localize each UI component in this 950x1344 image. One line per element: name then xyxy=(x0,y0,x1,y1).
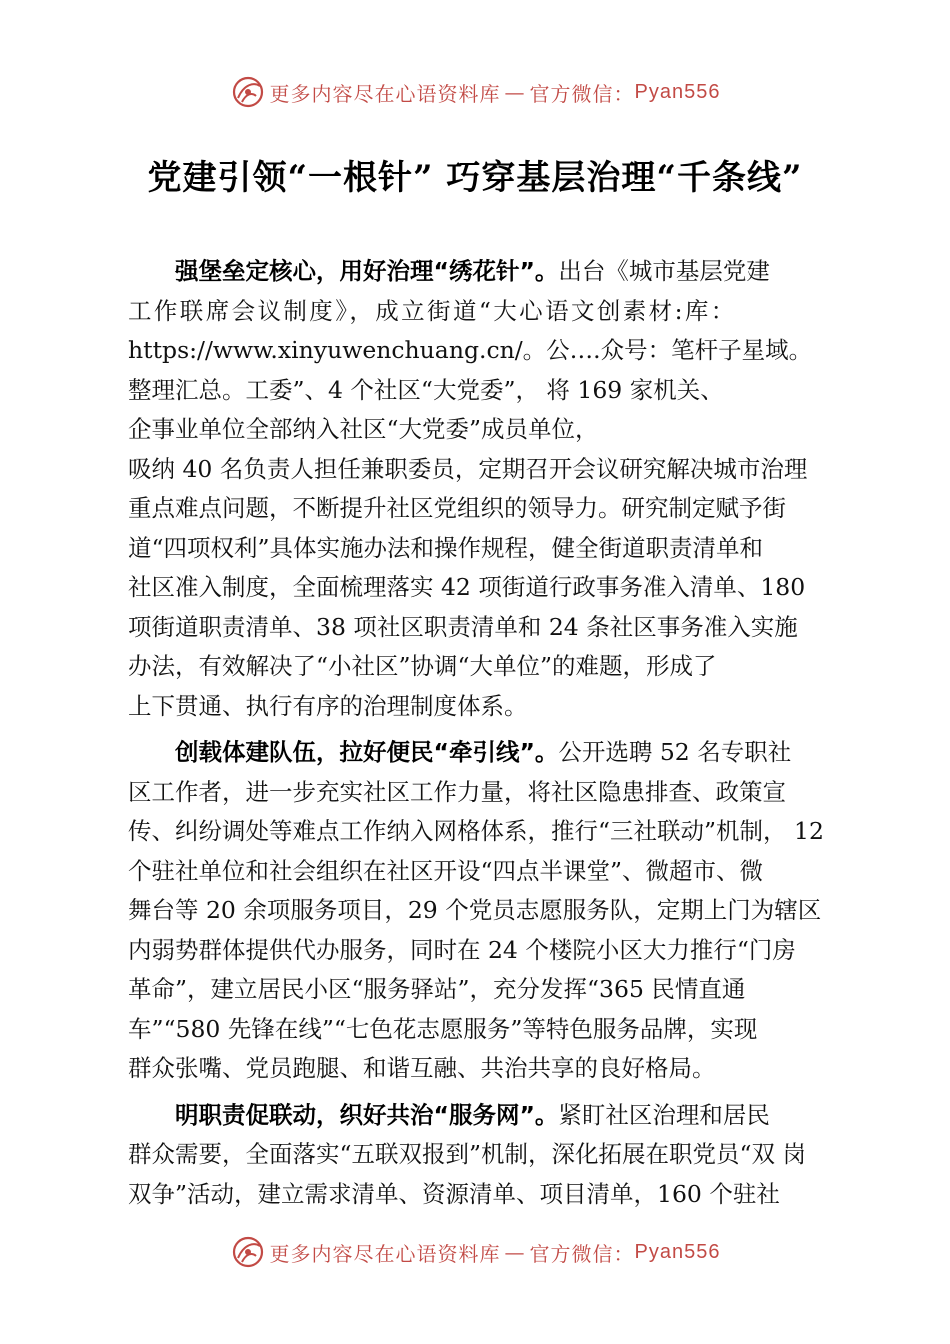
paragraph-line: 群众需要，全面落实“五联双报到”机制，深化拓展在职党员“双 岗 xyxy=(128,1140,807,1168)
paragraph-line: 群众张嘴、党员跑腿、和谐互融、共治共享的良好格局。 xyxy=(128,1054,716,1082)
paragraph-line: 出台《城市基层党建 xyxy=(558,257,770,285)
paragraph-line: 双争”活动，建立需求清单、资源清单、项目清单，160 个驻社 xyxy=(128,1179,780,1208)
paragraph-line: 内弱势群体提供代办服务，同时在 24 个楼院小区大力推行“门房 xyxy=(128,935,796,964)
paragraph-line: 工作联席会议制度》，成立街道“大心语文创素材:库： xyxy=(128,296,737,325)
paragraph xyxy=(128,252,828,726)
paragraph-line: 上下贯通、执行有序的治理制度体系。 xyxy=(128,691,528,720)
banner-account: Pyan556 xyxy=(634,80,721,103)
banner-separator: — xyxy=(504,80,526,104)
paragraph-line: 革命”，建立居民小区“服务驿站”，充分发挥“365 民情直通 xyxy=(128,975,746,1003)
paragraph-line: 区工作者，进一步充实社区工作力量，将社区隐患排查、政策宣 xyxy=(128,777,786,806)
paragraph-line: 企事业单位全部纳入社区“大党委”成员单位， xyxy=(128,415,599,443)
banner-official-label: 官方微信： xyxy=(529,81,635,106)
banner-text: 更多内容尽在心语资料库 xyxy=(269,81,501,106)
banner-separator: — xyxy=(504,1240,526,1264)
brand-logo-icon xyxy=(230,1234,266,1270)
paragraph-lead: 强堡垒定核心，用好治理“绣花针”。 xyxy=(175,257,559,285)
header-banner xyxy=(0,72,950,112)
banner-official-label: 官方微信： xyxy=(529,1241,635,1266)
paragraph-line: 车”“580 先锋在线”“七色花志愿服务”等特色服务品牌，实现 xyxy=(128,1014,758,1043)
brand-logo-icon xyxy=(230,74,266,110)
paragraph-lead: 创载体建队伍，拉好便民“牵引线”。 xyxy=(175,738,559,766)
footer-banner xyxy=(0,1232,950,1272)
paragraph-line: 个驻社单位和社会组织在社区开设“四点半课堂”、微超市、微 xyxy=(128,856,764,885)
paragraph-line: 办法，有效解决了“小社区”协调“大单位”的难题，形成了 xyxy=(128,652,717,680)
paragraph-line: 项街道职责清单、38 项社区职责清单和 24 条社区事务准入实施 xyxy=(128,612,798,641)
paragraph-lead: 明职责促联动，织好共治“服务网”。 xyxy=(175,1100,559,1129)
paragraph-line: 重点难点问题，不断提升社区党组织的领导力。研究制定赋予街 xyxy=(128,494,786,522)
banner-account: Pyan556 xyxy=(634,1240,721,1263)
paragraph-line: 紧盯社区治理和居民 xyxy=(558,1100,770,1129)
document-body xyxy=(128,252,828,1214)
paragraph-line: 吸纳 40 名负责人担任兼职委员，定期召开会议研究解决城市治理 xyxy=(128,454,808,483)
paragraph-line: 社区准入制度，全面梳理落实 42 项街道行政事务准入清单、180 xyxy=(128,573,806,601)
document-title: 党建引领“一根针” 巧穿基层治理“千条线” xyxy=(147,158,803,198)
paragraph xyxy=(128,733,828,1089)
paragraph-line: 道“四项权利”具体实施办法和操作规程，健全街道职责清单和 xyxy=(128,533,764,562)
paragraph-line: https://www.xinyuwenchuang.cn/。公….众号：笔杆子星域。 xyxy=(128,336,813,364)
paragraph-line: 公开选聘 52 名专职社 xyxy=(558,738,792,766)
paragraph-line: 传、纠纷调处等难点工作纳入网格体系，推行“三社联动”机制， 12 xyxy=(128,817,824,845)
paragraph-line: 舞台等 20 余项服务项目，29 个党员志愿服务队，定期上门为辖区 xyxy=(128,896,822,924)
banner-text: 更多内容尽在心语资料库 xyxy=(269,1241,501,1266)
paragraph-line: 整理汇总。工委”、4 个社区“大党委”， 将 169 家机关、 xyxy=(128,375,724,404)
paragraph xyxy=(128,1096,828,1215)
